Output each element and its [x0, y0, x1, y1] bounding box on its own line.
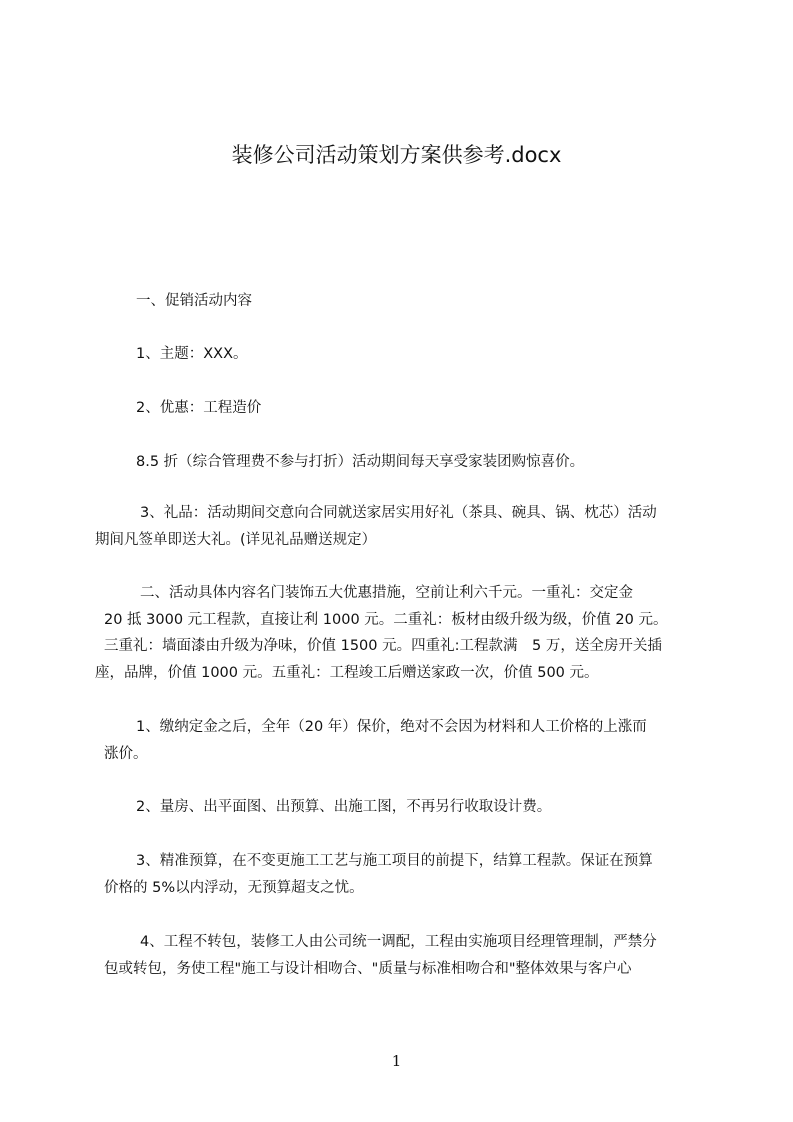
paragraph-activity-line-4: 座，品牌，价值 1000 元。五重礼：工程竣工后赠送家政一次，价值 500 元。: [95, 665, 599, 681]
paragraph-activity-line-3: 三重礼：墙面漆由升级为净味，价值 1500 元。四重礼:工程款满 5 万，送全房开关插: [104, 638, 662, 654]
paragraph-no-subcontract-line-1: 4、工程不转包，装修工人由公司统一调配，工程由实施项目经理管理制，严禁分: [140, 934, 657, 950]
document-title: 装修公司活动策划方案供参考.docx: [231, 143, 562, 167]
paragraph-theme: 1、主题：XXX。: [136, 346, 248, 362]
paragraph-activity-line-1: 二、活动具体内容名门装饰五大优惠措施，空前让利六千元。一重礼：交定金: [140, 585, 633, 601]
paragraph-price-lock-line-2: 涨价。: [104, 746, 148, 762]
paragraph-gift-line-2: 期间凡签单即送大礼。(详见礼品赠送规定）: [95, 532, 377, 548]
paragraph-budget-line-2: 价格的 5%以内浮动，无预算超支之忧。: [104, 880, 364, 896]
paragraph-discount: 2、优惠：工程造价: [136, 400, 262, 416]
heading-promotion-content: 一、促销活动内容: [136, 293, 252, 309]
paragraph-budget-line-1: 3、精准预算，在不变更施工工艺与施工项目的前提下，结算工程款。保证在预算: [136, 853, 653, 869]
paragraph-activity-line-2: 20 抵 3000 元工程款，直接让利 1000 元。二重礼：板材由级升级为级，价值 20 元。: [104, 612, 668, 628]
paragraph-design-fee: 2、量房、出平面图、出预算、出施工图，不再另行收取设计费。: [136, 799, 552, 815]
paragraph-price-lock-line-1: 1、缴纳定金之后，全年（20 年）保价，绝对不会因为材料和人工价格的上涨而: [136, 719, 647, 735]
paragraph-no-subcontract-line-2: 包或转包，务使工程"施工与设计相吻合、"质量与标准相吻合和"整体效果与客户心: [104, 961, 632, 977]
paragraph-discount-detail: 8.5 折（综合管理费不参与打折）活动期间每天享受家装团购惊喜价。: [136, 454, 585, 470]
page-number: 1: [391, 1052, 402, 1070]
paragraph-gift-line-1: 3、礼品：活动期间交意向合同就送家居实用好礼（茶具、碗具、锅、枕芯）活动: [140, 505, 657, 521]
